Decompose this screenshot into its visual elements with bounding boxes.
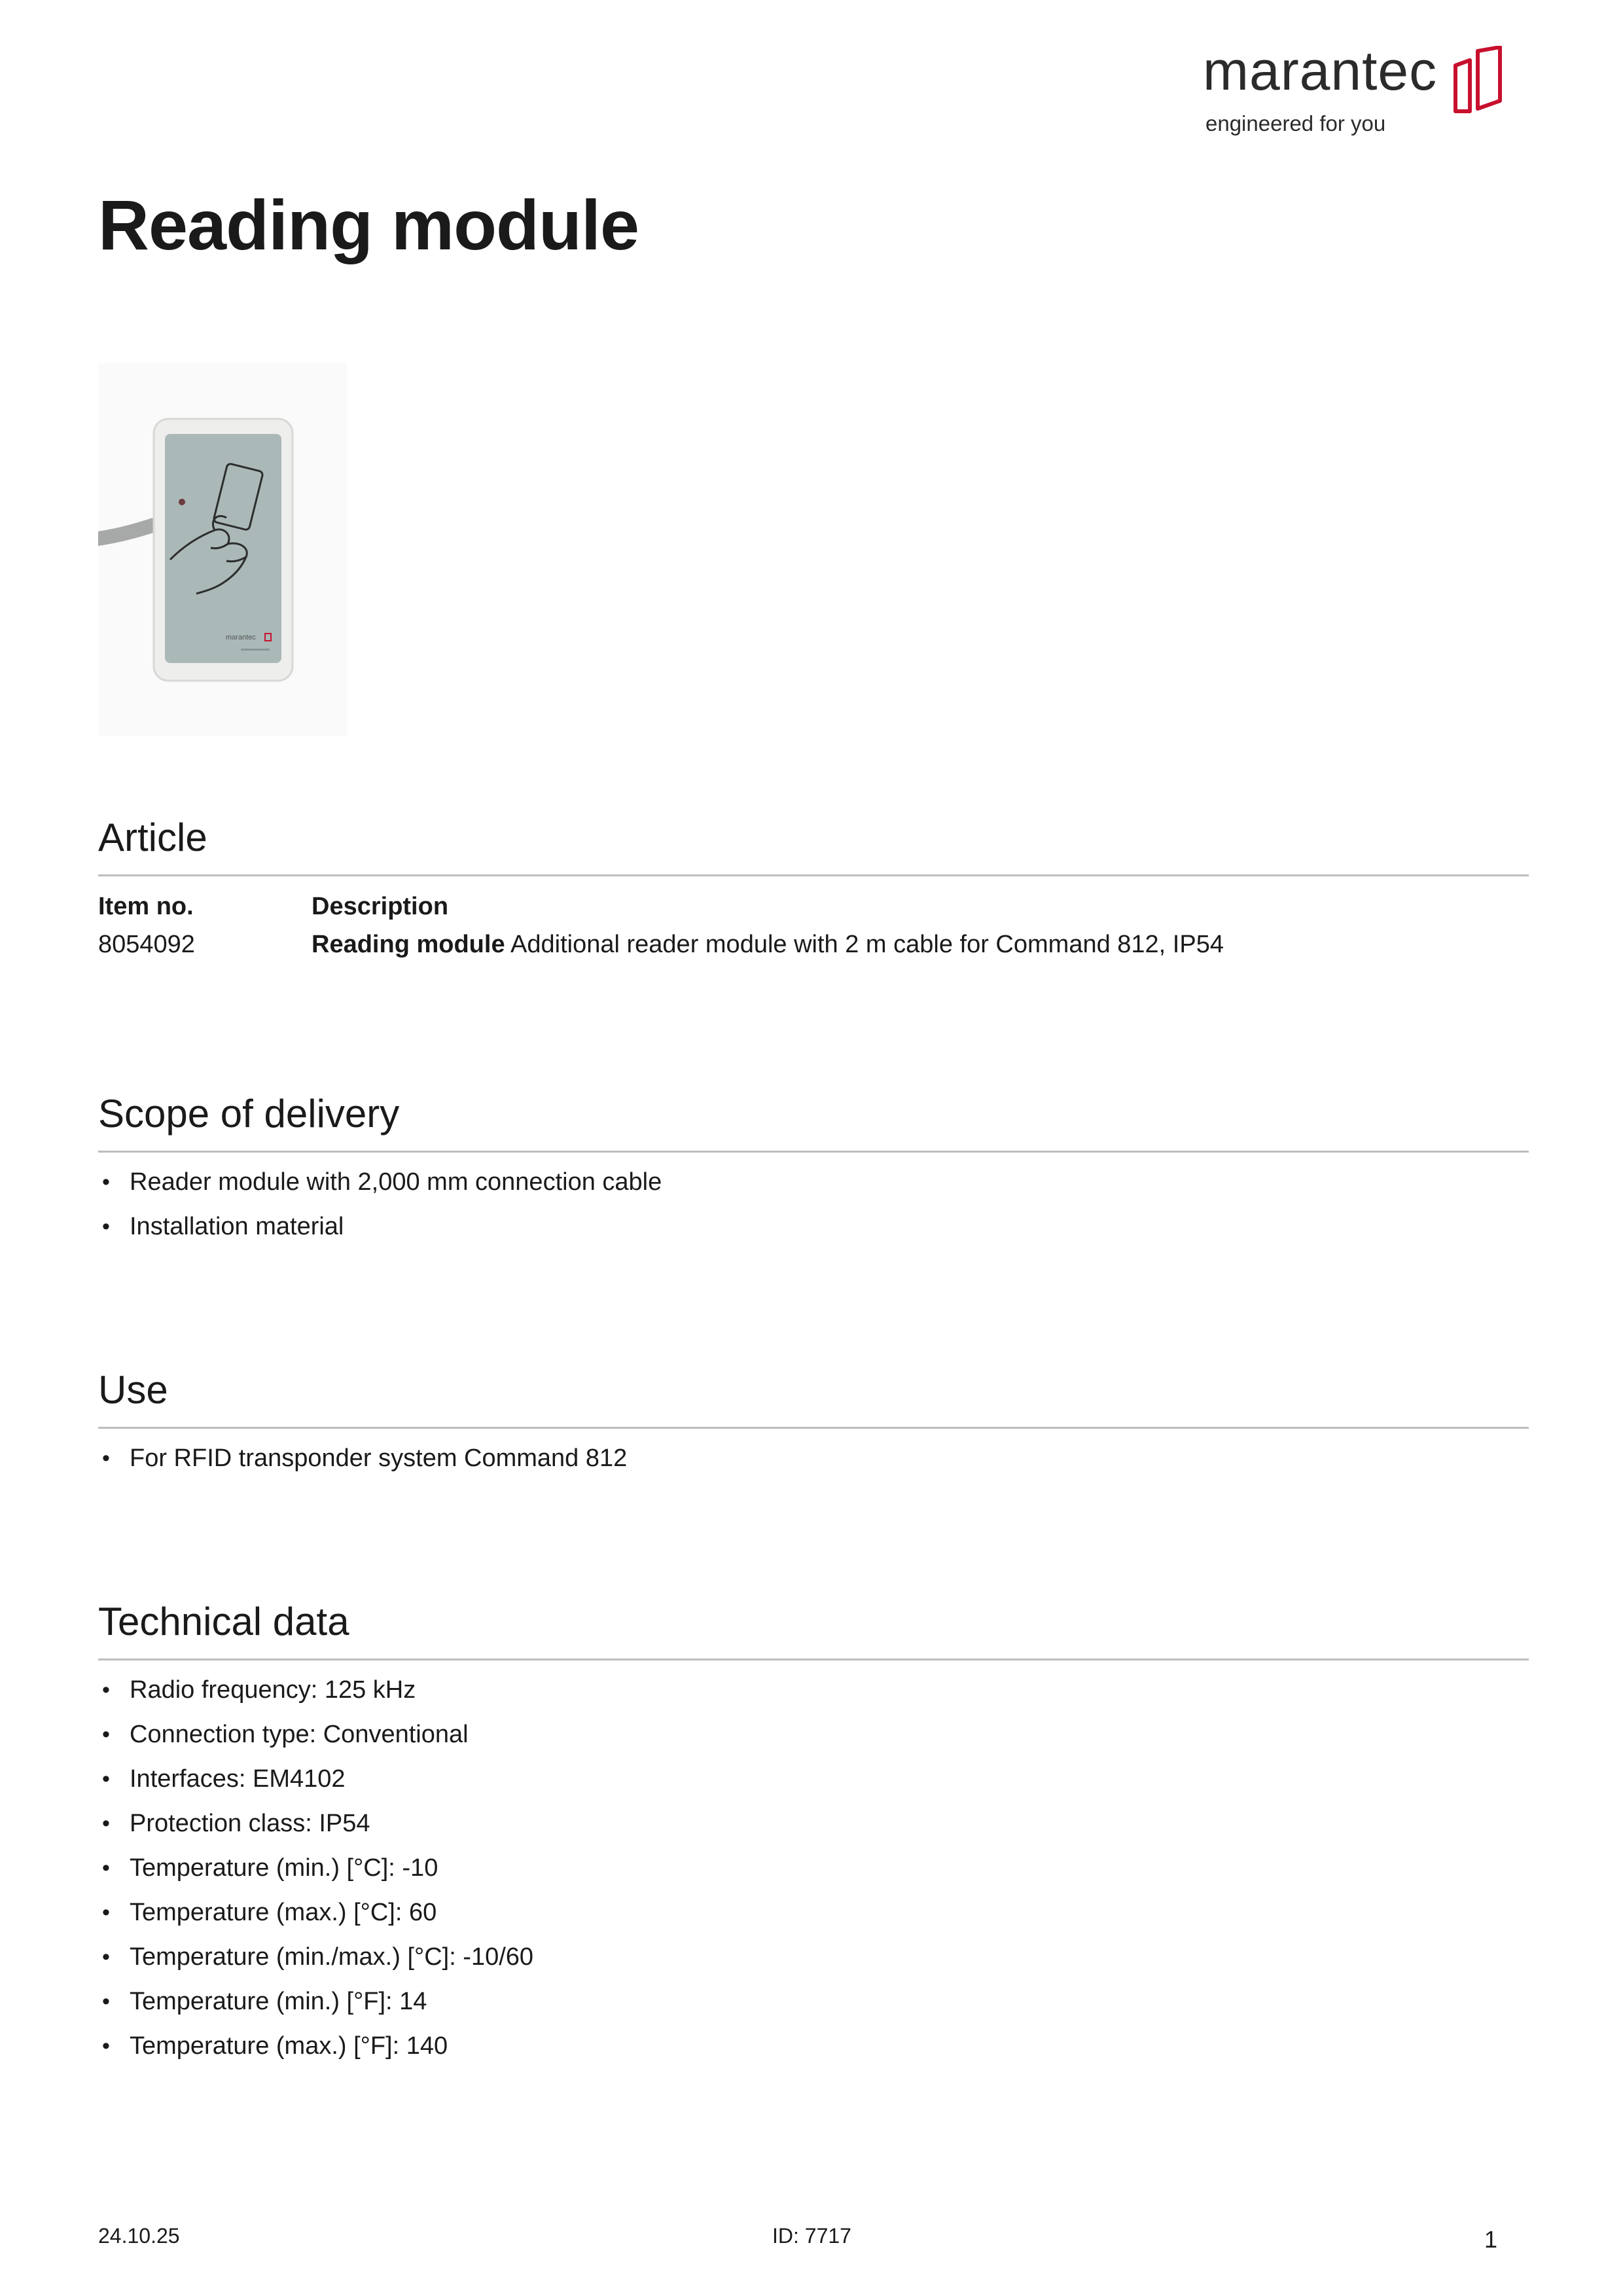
col-item-no: Item no.: [98, 893, 194, 920]
list-item: • Reader module with 2,000 mm connection cable: [98, 1160, 662, 1204]
technical-list: [98, 1668, 533, 2068]
article-item-no: 8054092: [98, 931, 195, 958]
list-item: • Connection type: Conventional: [98, 1712, 533, 1757]
list-item: • Temperature (max.) [°F]: 140: [98, 2024, 533, 2068]
article-description: [312, 932, 1224, 957]
list-item: • Protection class: IP54: [98, 1801, 533, 1846]
footer-date: 24.10.25: [98, 2224, 180, 2248]
list-item: • Interfaces: EM4102: [98, 1757, 533, 1801]
list-item: • Temperature (min./max.) [°C]: -10/60: [98, 1935, 533, 1979]
list-item: • Temperature (max.) [°C]: 60: [98, 1890, 533, 1935]
marantec-door-icon: [1453, 46, 1503, 114]
use-divider: [98, 1427, 1529, 1429]
scope-heading: Scope of delivery: [98, 1092, 400, 1136]
brand-name: marantec: [1203, 40, 1438, 101]
footer-id: ID: 7717: [772, 2224, 851, 2248]
brand-tagline: engineered for you: [1205, 111, 1386, 135]
scope-divider: [98, 1151, 1529, 1153]
list-item: • Temperature (min.) [°F]: 14: [98, 1979, 533, 2024]
brand-logo: [1203, 40, 1504, 148]
use-list: [98, 1436, 627, 1480]
page-number: 1: [1484, 2226, 1498, 2253]
list-item: • Installation material: [98, 1204, 662, 1249]
page-title: Reading module: [98, 185, 639, 264]
use-heading: Use: [98, 1368, 168, 1412]
article-name: Reading module: [312, 931, 505, 958]
article-divider: [98, 874, 1529, 876]
article-heading: Article: [98, 816, 207, 859]
col-description: Description: [312, 893, 449, 920]
technical-heading: Technical data: [98, 1600, 349, 1643]
device-brand-label: marantec: [226, 634, 256, 641]
list-item: • Radio frequency: 125 kHz: [98, 1668, 533, 1712]
product-photo: [98, 363, 347, 736]
list-item: • Temperature (min.) [°C]: -10: [98, 1846, 533, 1890]
list-item: • For RFID transponder system Command 812: [98, 1436, 627, 1480]
technical-divider: [98, 1659, 1529, 1660]
article-description-text: Additional reader module with 2 m cable for Command 812, IP54: [510, 931, 1224, 958]
scope-list: [98, 1160, 662, 1249]
